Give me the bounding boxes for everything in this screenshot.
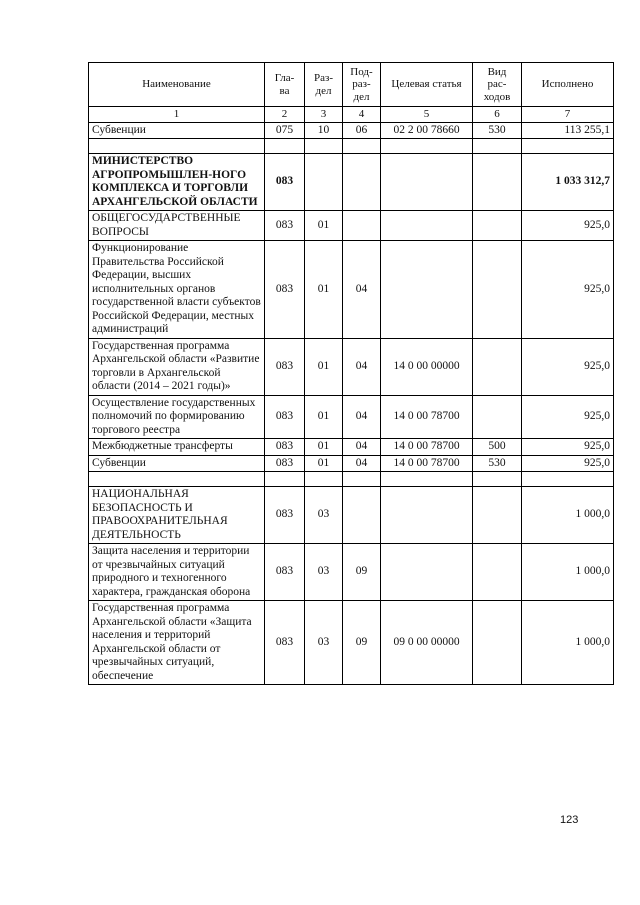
row-target-article bbox=[381, 544, 473, 601]
header-section: Раз- дел bbox=[305, 63, 343, 107]
row-target-article: 09 0 00 00000 bbox=[381, 601, 473, 685]
row-section: 01 bbox=[305, 211, 343, 241]
row-executed: 1 000,0 bbox=[522, 601, 614, 685]
table-row-ministry bbox=[89, 154, 614, 211]
row-name: НАЦИОНАЛЬНАЯ БЕЗОПАСНОСТЬ И ПРАВООХРАНИТЕЛЬНАЯ ДЕЯТЕЛЬНОСТЬ bbox=[89, 487, 265, 544]
table-row bbox=[89, 487, 614, 544]
row-chapter: 083 bbox=[265, 395, 305, 439]
row-subsection: 06 bbox=[343, 122, 381, 139]
column-number-row bbox=[89, 107, 614, 123]
budget-execution-table bbox=[88, 62, 614, 685]
row-target-article bbox=[381, 211, 473, 241]
row-target-article: 02 2 00 78660 bbox=[381, 122, 473, 139]
row-target-article: 14 0 00 78700 bbox=[381, 439, 473, 456]
header-chapter: Гла- ва bbox=[265, 63, 305, 107]
row-target-article bbox=[381, 487, 473, 544]
table-row bbox=[89, 338, 614, 395]
row-section: 10 bbox=[305, 122, 343, 139]
row-expense-type bbox=[473, 487, 522, 544]
row-executed: 925,0 bbox=[522, 395, 614, 439]
table-row bbox=[89, 122, 614, 139]
column-number: 4 bbox=[343, 107, 381, 123]
row-name: Межбюджетные трансферты bbox=[89, 439, 265, 456]
row-section: 03 bbox=[305, 544, 343, 601]
row-name: Субвенции bbox=[89, 122, 265, 139]
row-expense-type bbox=[473, 472, 522, 487]
row-section: 03 bbox=[305, 601, 343, 685]
column-number: 5 bbox=[381, 107, 473, 123]
row-name: Защита населения и территории от чрезвычайных ситуаций природного и техногенного характера, гражданская оборона bbox=[89, 544, 265, 601]
row-expense-type bbox=[473, 241, 522, 339]
row-section: 03 bbox=[305, 487, 343, 544]
row-expense-type bbox=[473, 395, 522, 439]
row-executed bbox=[522, 472, 614, 487]
row-chapter: 083 bbox=[265, 544, 305, 601]
row-executed: 925,0 bbox=[522, 338, 614, 395]
row-name: Государственная программа Архангельской области «Защита населения и территорий Архангельской области от чрезвычайных ситуаций, обеспечение bbox=[89, 601, 265, 685]
table-row-spacer bbox=[89, 472, 614, 487]
row-target-article bbox=[381, 241, 473, 339]
row-chapter: 083 bbox=[265, 241, 305, 339]
row-chapter: 075 bbox=[265, 122, 305, 139]
table-row bbox=[89, 455, 614, 472]
row-section bbox=[305, 472, 343, 487]
row-chapter: 083 bbox=[265, 439, 305, 456]
row-section bbox=[305, 154, 343, 211]
budget-table-page bbox=[88, 62, 613, 685]
row-subsection bbox=[343, 487, 381, 544]
row-subsection: 04 bbox=[343, 439, 381, 456]
row-subsection bbox=[343, 472, 381, 487]
row-subsection bbox=[343, 154, 381, 211]
row-name bbox=[89, 139, 265, 154]
row-expense-type bbox=[473, 154, 522, 211]
row-subsection: 09 bbox=[343, 544, 381, 601]
row-expense-type bbox=[473, 211, 522, 241]
header-executed: Исполнено bbox=[522, 63, 614, 107]
row-target-article: 14 0 00 00000 bbox=[381, 338, 473, 395]
row-chapter bbox=[265, 472, 305, 487]
row-subsection: 04 bbox=[343, 455, 381, 472]
row-name: Субвенции bbox=[89, 455, 265, 472]
row-expense-type: 530 bbox=[473, 455, 522, 472]
row-subsection: 09 bbox=[343, 601, 381, 685]
row-chapter: 083 bbox=[265, 211, 305, 241]
table-row bbox=[89, 544, 614, 601]
page-number: 123 bbox=[560, 814, 579, 826]
row-name: Осуществление государственных полномочий по формированию торгового реестра bbox=[89, 395, 265, 439]
row-subsection bbox=[343, 211, 381, 241]
column-number: 1 bbox=[89, 107, 265, 123]
row-executed: 1 033 312,7 bbox=[522, 154, 614, 211]
table-row-spacer bbox=[89, 139, 614, 154]
row-target-article: 14 0 00 78700 bbox=[381, 395, 473, 439]
row-name: Функционирование Правительства Российской Федерации, высших исполнительных органов государственной власти субъектов Российской Федерации, местных администраций bbox=[89, 241, 265, 339]
row-executed: 1 000,0 bbox=[522, 544, 614, 601]
header-subsection: Под- раз- дел bbox=[343, 63, 381, 107]
row-executed: 925,0 bbox=[522, 241, 614, 339]
table-row bbox=[89, 439, 614, 456]
row-executed: 925,0 bbox=[522, 211, 614, 241]
header-target-article: Целевая статья bbox=[381, 63, 473, 107]
table-row bbox=[89, 211, 614, 241]
row-subsection: 04 bbox=[343, 241, 381, 339]
row-target-article bbox=[381, 154, 473, 211]
row-expense-type bbox=[473, 139, 522, 154]
column-number: 2 bbox=[265, 107, 305, 123]
row-section: 01 bbox=[305, 338, 343, 395]
row-target-article bbox=[381, 139, 473, 154]
row-expense-type: 500 bbox=[473, 439, 522, 456]
row-section: 01 bbox=[305, 241, 343, 339]
header-expense-type: Вид рас- ходов bbox=[473, 63, 522, 107]
row-executed: 925,0 bbox=[522, 439, 614, 456]
row-chapter: 083 bbox=[265, 601, 305, 685]
row-executed: 113 255,1 bbox=[522, 122, 614, 139]
row-chapter bbox=[265, 139, 305, 154]
row-chapter: 083 bbox=[265, 455, 305, 472]
row-chapter: 083 bbox=[265, 154, 305, 211]
row-executed bbox=[522, 139, 614, 154]
column-number: 7 bbox=[522, 107, 614, 123]
row-target-article bbox=[381, 472, 473, 487]
column-number: 6 bbox=[473, 107, 522, 123]
row-section bbox=[305, 139, 343, 154]
row-section: 01 bbox=[305, 455, 343, 472]
table-header-row bbox=[89, 63, 614, 107]
row-name: ОБЩЕГОСУДАРСТВЕННЫЕ ВОПРОСЫ bbox=[89, 211, 265, 241]
row-expense-type bbox=[473, 338, 522, 395]
row-name bbox=[89, 472, 265, 487]
row-subsection: 04 bbox=[343, 338, 381, 395]
row-expense-type bbox=[473, 544, 522, 601]
row-section: 01 bbox=[305, 395, 343, 439]
row-subsection: 04 bbox=[343, 395, 381, 439]
column-number: 3 bbox=[305, 107, 343, 123]
row-target-article: 14 0 00 78700 bbox=[381, 455, 473, 472]
table-row bbox=[89, 601, 614, 685]
row-subsection bbox=[343, 139, 381, 154]
row-name: Государственная программа Архангельской области «Развитие торговли в Архангельской области (2014 – 2021 годы)» bbox=[89, 338, 265, 395]
row-chapter: 083 bbox=[265, 338, 305, 395]
row-chapter: 083 bbox=[265, 487, 305, 544]
row-expense-type: 530 bbox=[473, 122, 522, 139]
row-expense-type bbox=[473, 601, 522, 685]
header-name: Наименование bbox=[89, 63, 265, 107]
row-executed: 925,0 bbox=[522, 455, 614, 472]
table-body bbox=[89, 122, 614, 685]
row-name: МИНИСТЕРСТВО АГРОПРОМЫШЛЕН-НОГО КОМПЛЕКСА И ТОРГОВЛИ АРХАНГЕЛЬСКОЙ ОБЛАСТИ bbox=[89, 154, 265, 211]
table-row bbox=[89, 241, 614, 339]
row-executed: 1 000,0 bbox=[522, 487, 614, 544]
row-section: 01 bbox=[305, 439, 343, 456]
table-row bbox=[89, 395, 614, 439]
